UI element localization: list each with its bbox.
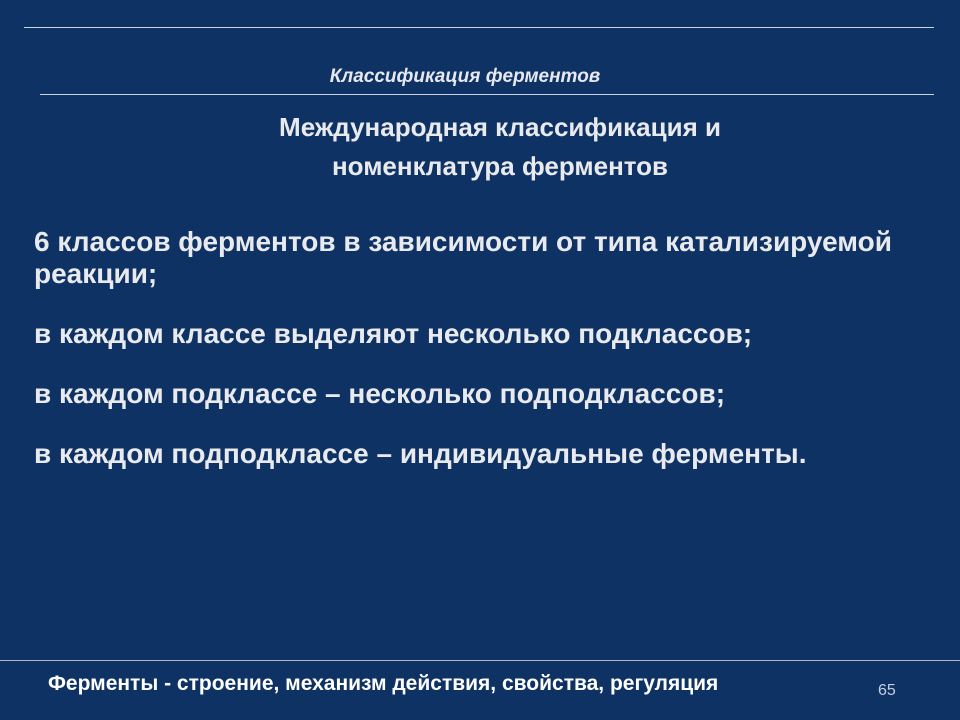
top-divider <box>24 27 934 28</box>
header-divider <box>40 94 934 95</box>
point-item-4: в каждом подподклассе – индивидуальные ферменты. <box>34 438 807 469</box>
slide-title <box>140 108 860 186</box>
footer-title: Ферменты - строение, механизм действия, свойства, регуляция <box>48 672 719 695</box>
point-item-2: в каждом классе выделяют несколько подклассов; <box>34 318 753 349</box>
slide-title-line-1: Международная классификация и <box>279 112 721 142</box>
point-item-1: 6 классов ферментов в зависимости от типа катализируемой реакции; <box>34 226 892 289</box>
point-item-3: в каждом подклассе – несколько подподклассов; <box>34 378 726 409</box>
slide-title-line-2: номенклатура ферментов <box>331 151 669 181</box>
footer-divider <box>0 660 960 661</box>
section-title: Классификация ферментов <box>329 66 601 87</box>
page-number: 65 <box>878 682 896 699</box>
classification-points-list <box>34 226 914 498</box>
